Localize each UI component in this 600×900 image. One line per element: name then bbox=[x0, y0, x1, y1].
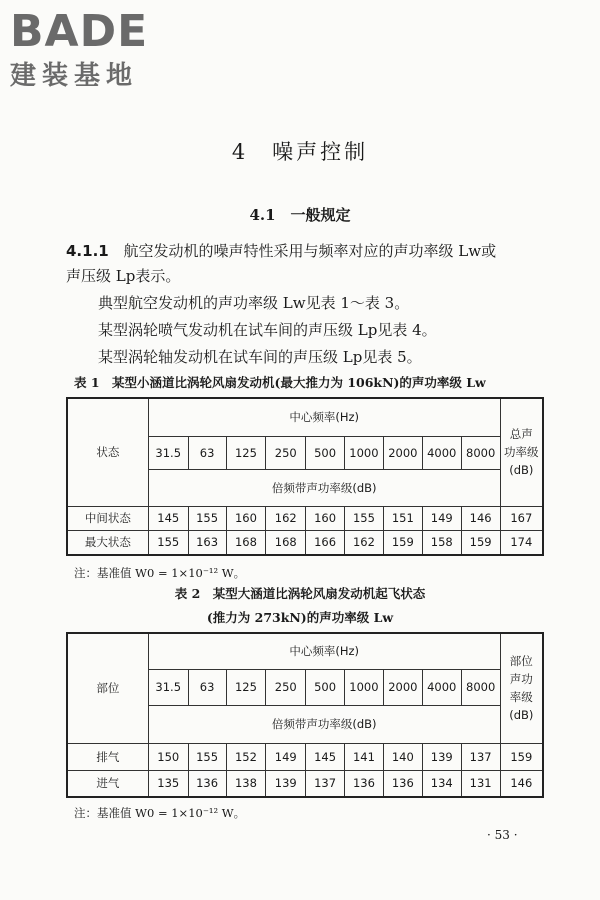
table-row bbox=[67, 506, 543, 530]
table1-freq: 8000 bbox=[461, 436, 500, 469]
table1-total-header bbox=[500, 398, 543, 506]
table2-row-label: 进气 bbox=[67, 770, 148, 797]
logo bbox=[10, 6, 180, 96]
table-cell: 155 bbox=[188, 506, 226, 530]
table-cell: 155 bbox=[188, 743, 226, 770]
table2-row-label: 排气 bbox=[67, 743, 148, 770]
table-cell: 141 bbox=[344, 743, 383, 770]
table2-freq: 1000 bbox=[344, 669, 383, 705]
table-cell: 160 bbox=[306, 506, 345, 530]
table-cell-total: 167 bbox=[500, 506, 543, 530]
table-cell: 155 bbox=[148, 530, 188, 555]
clause-line-2: 声压级 Lp表示。 bbox=[66, 267, 181, 285]
table2-total-header-1: 部位 bbox=[509, 654, 533, 669]
table2-row-header: 部位 bbox=[67, 633, 148, 743]
table-cell: 136 bbox=[344, 770, 383, 797]
clause-text-1: 航空发动机的噪声特性采用与频率对应的声功率级 Lw或 bbox=[123, 242, 497, 260]
section-title: 4.1 一般规定 bbox=[249, 206, 351, 224]
table1-freq: 1000 bbox=[344, 436, 383, 469]
table1-row-label: 最大状态 bbox=[67, 530, 148, 555]
table-row bbox=[67, 743, 543, 770]
table1-caption: 表 1 某型小涵道比涡轮风扇发动机(最大推力为 106kN)的声功率级 Lw bbox=[74, 375, 486, 390]
chapter-title: 4 噪声控制 bbox=[231, 140, 369, 164]
table-cell: 137 bbox=[461, 743, 500, 770]
table-cell-total: 146 bbox=[500, 770, 543, 797]
table-cell: 149 bbox=[266, 743, 306, 770]
table-cell: 145 bbox=[306, 743, 345, 770]
table-cell: 162 bbox=[344, 530, 383, 555]
table2-note: 注：基准值 W0 = 1×10⁻¹² W。 bbox=[74, 806, 246, 820]
table1-freq: 31.5 bbox=[148, 436, 188, 469]
table-cell: 168 bbox=[226, 530, 266, 555]
logo-english: BADE bbox=[10, 6, 149, 57]
table2-caption-line1: 表 2 某型大涵道比涡轮风扇发动机起飞状态 bbox=[174, 586, 426, 601]
table-cell: 160 bbox=[226, 506, 266, 530]
table1-total-header-2: 功率级 bbox=[504, 445, 539, 460]
table-cell: 139 bbox=[266, 770, 306, 797]
table-cell: 166 bbox=[306, 530, 345, 555]
table1-total-header-3: (dB) bbox=[509, 463, 534, 478]
table1-note: 注：基准值 W0 = 1×10⁻¹² W。 bbox=[74, 566, 246, 580]
table2-freq: 2000 bbox=[383, 669, 422, 705]
table-cell: 140 bbox=[383, 743, 422, 770]
table2-band-header: 倍频带声功率级(dB) bbox=[148, 705, 500, 743]
table-cell: 150 bbox=[148, 743, 188, 770]
clause-line-1 bbox=[66, 240, 496, 262]
table-cell: 135 bbox=[148, 770, 188, 797]
table-cell: 134 bbox=[422, 770, 461, 797]
table-cell: 163 bbox=[188, 530, 226, 555]
table-cell: 138 bbox=[226, 770, 266, 797]
page-number: · 53 · bbox=[487, 828, 518, 842]
table2-total-header-3: 率级 bbox=[509, 690, 533, 705]
table-cell: 159 bbox=[383, 530, 422, 555]
table2-total-header bbox=[500, 633, 543, 743]
table2-freq: 125 bbox=[226, 669, 266, 705]
table1-freq: 63 bbox=[188, 436, 226, 469]
table2-freq-header: 中心频率(Hz) bbox=[148, 633, 500, 669]
table-cell: 136 bbox=[188, 770, 226, 797]
table-row bbox=[67, 770, 543, 797]
table1-freq-header: 中心频率(Hz) bbox=[148, 398, 500, 436]
table-cell-total: 174 bbox=[500, 530, 543, 555]
table-cell: 168 bbox=[266, 530, 306, 555]
table2-freq: 500 bbox=[306, 669, 345, 705]
table-cell: 139 bbox=[422, 743, 461, 770]
clause-number: 4.1.1 bbox=[66, 242, 109, 260]
table1-total-header-1: 总声 bbox=[509, 427, 533, 442]
table1-freq: 500 bbox=[306, 436, 345, 469]
table-cell: 136 bbox=[383, 770, 422, 797]
table1-band-header: 倍频带声功率级(dB) bbox=[148, 469, 500, 506]
clause-line-3: 典型航空发动机的声功率级 Lw见表 1～表 3。 bbox=[98, 294, 410, 312]
table2-total-header-4: (dB) bbox=[509, 708, 534, 723]
table1-freq: 125 bbox=[226, 436, 266, 469]
table1-freq: 250 bbox=[266, 436, 306, 469]
table1 bbox=[66, 397, 544, 556]
table-cell: 146 bbox=[461, 506, 500, 530]
logo-chinese: 建装基地 bbox=[10, 61, 139, 91]
table-cell: 162 bbox=[266, 506, 306, 530]
table2-total-header-2: 声功 bbox=[509, 672, 533, 687]
table2-freq: 31.5 bbox=[148, 669, 188, 705]
table2 bbox=[66, 632, 544, 798]
table1-row-header: 状态 bbox=[67, 398, 148, 506]
table1-row-label: 中间状态 bbox=[67, 506, 148, 530]
table-cell: 158 bbox=[422, 530, 461, 555]
table-cell: 137 bbox=[306, 770, 345, 797]
table-cell: 131 bbox=[461, 770, 500, 797]
table-cell: 155 bbox=[344, 506, 383, 530]
clause-line-5: 某型涡轮轴发动机在试车间的声压级 Lp见表 5。 bbox=[98, 348, 422, 366]
table2-freq: 63 bbox=[188, 669, 226, 705]
table-cell: 145 bbox=[148, 506, 188, 530]
table2-freq: 4000 bbox=[422, 669, 461, 705]
table-cell: 149 bbox=[422, 506, 461, 530]
table2-freq: 250 bbox=[266, 669, 306, 705]
table2-freq: 8000 bbox=[461, 669, 500, 705]
table-cell: 151 bbox=[383, 506, 422, 530]
clause-line-4: 某型涡轮喷气发动机在试车间的声压级 Lp见表 4。 bbox=[98, 321, 437, 339]
table1-freq: 4000 bbox=[422, 436, 461, 469]
table1-freq: 2000 bbox=[383, 436, 422, 469]
table2-caption-line2: (推力为 273kN)的声功率级 Lw bbox=[206, 610, 394, 625]
table-cell: 159 bbox=[461, 530, 500, 555]
table-row bbox=[67, 530, 543, 555]
table-cell: 152 bbox=[226, 743, 266, 770]
table-cell-total: 159 bbox=[500, 743, 543, 770]
